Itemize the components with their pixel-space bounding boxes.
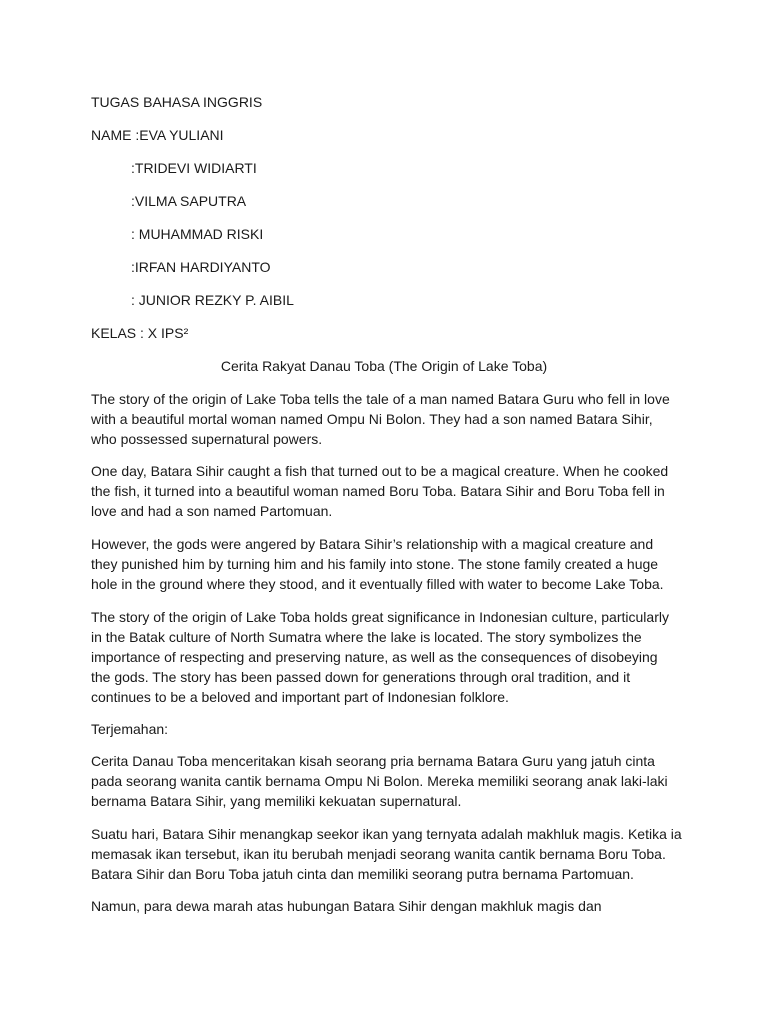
paragraph-line: One day, Batara Sihir caught a fish that turned out to be a magical creature. When he cooked — [91, 463, 669, 479]
paragraph-line: the fish, it turned into a beautiful woman named Boru Toba. Batara Sihir and Boru Toba fell in — [91, 483, 665, 499]
paragraph-line: bernama Batara Sihir, yang memiliki kekuatan supernatural. — [91, 793, 462, 809]
paragraph-line: continues to be a beloved and important part of Indonesian folklore. — [91, 689, 509, 705]
paragraph-line: Namun, para dewa marah atas hubungan Batara Sihir dengan makhluk magis dan — [91, 898, 602, 914]
paragraph-line: Suatu hari, Batara Sihir menangkap seekor ikan yang ternyata adalah makhluk magis. Ketika ia — [91, 826, 682, 842]
english-paragraph — [91, 461, 691, 521]
paragraph-line: The story of the origin of Lake Toba tells the tale of a man named Batara Guru who fell in love — [91, 391, 670, 407]
member-name: :IRFAN HARDIYANTO — [131, 259, 271, 275]
indonesian-paragraph — [91, 824, 691, 884]
paragraph-line: Cerita Danau Toba menceritakan kisah seorang pria bernama Batara Guru yang jatuh cinta — [91, 753, 655, 769]
paragraph-line: The story of the origin of Lake Toba holds great significance in Indonesian culture, particularly — [91, 609, 669, 625]
name-line: NAME :EVA YULIANI — [91, 127, 224, 143]
member-name: :VILMA SAPUTRA — [131, 193, 247, 209]
translation-label: Terjemahan: — [91, 721, 169, 737]
english-paragraph — [91, 607, 691, 707]
member-name: : JUNIOR REZKY P. AIBIL — [131, 292, 294, 308]
english-paragraph — [91, 389, 691, 449]
assignment-heading: TUGAS BAHASA INGGRIS — [91, 94, 263, 110]
member-name: :TRIDEVI WIDIARTI — [131, 160, 257, 176]
paragraph-line: in the Batak culture of North Sumatra where the lake is located. The story symbolizes the — [91, 629, 642, 645]
paragraph-line: importance of respecting and preserving nature, as well as the consequences of disobeying — [91, 649, 658, 665]
paragraph-line: they punished him by turning him and his family into stone. The stone family created a huge — [91, 556, 659, 572]
paragraph-line: love and had a son named Partomuan. — [91, 503, 333, 519]
member-name: : MUHAMMAD RISKI — [131, 226, 264, 242]
paragraph-line: who possessed supernatural powers. — [91, 431, 323, 447]
english-paragraph — [91, 534, 691, 594]
class-line: KELAS : X IPS² — [91, 325, 189, 341]
indonesian-paragraph — [91, 896, 691, 916]
paragraph-line: Batara Sihir dan Boru Toba jatuh cinta dan memiliki seorang putra bernama Partomuan. — [91, 866, 634, 882]
paragraph-line: pada seorang wanita cantik bernama Ompu Ni Bolon. Mereka memiliki seorang anak laki-laki — [91, 773, 668, 789]
paragraph-line: hole in the ground where they stood, and it eventually filled with water to become Lake Toba. — [91, 576, 664, 592]
story-title: Cerita Rakyat Danau Toba (The Origin of Lake Toba) — [220, 358, 548, 374]
indonesian-paragraph — [91, 751, 691, 811]
paragraph-line: with a beautiful mortal woman named Ompu Ni Bolon. They had a son named Batara Sihir, — [91, 411, 653, 427]
paragraph-line: memasak ikan tersebut, ikan itu berubah menjadi seorang wanita cantik bernama Boru Toba. — [91, 846, 666, 862]
paragraph-line: However, the gods were angered by Batara Sihir’s relationship with a magical creature and — [91, 536, 654, 552]
paragraph-line: the gods. The story has been passed down for generations through oral tradition, and it — [91, 669, 631, 685]
